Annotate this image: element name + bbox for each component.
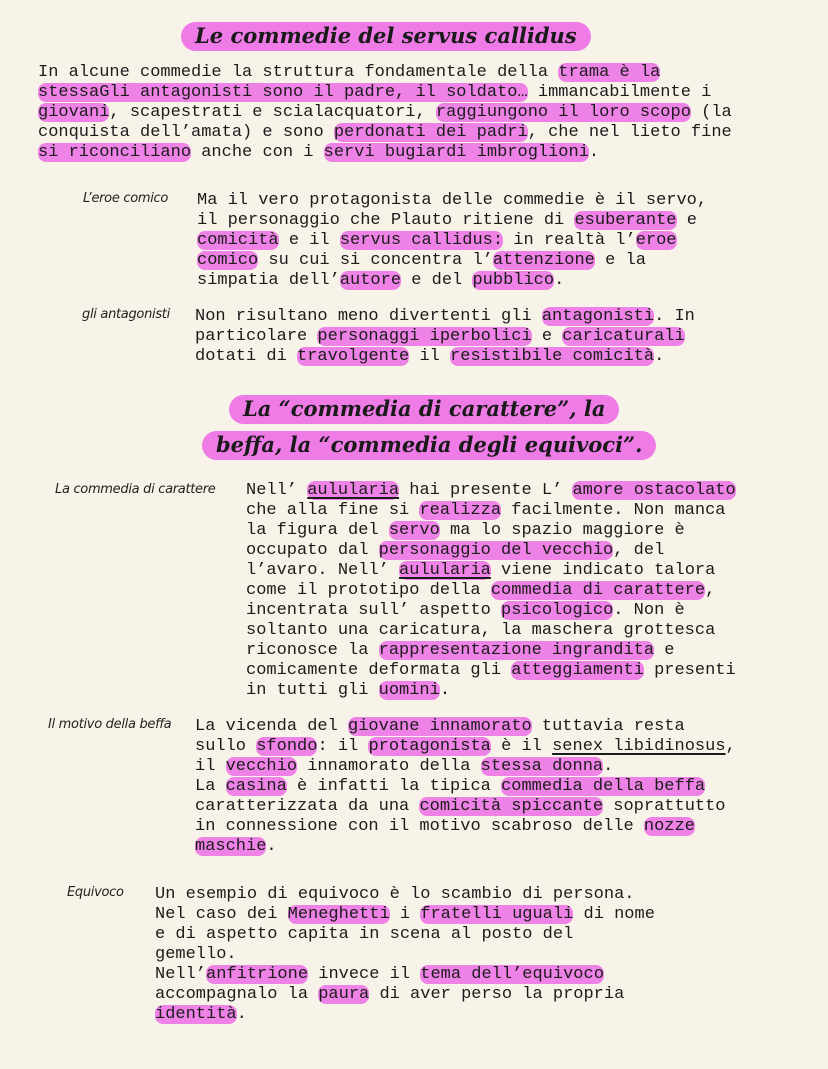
underlined-phrase: senex libidinosus bbox=[552, 737, 726, 756]
highlighted-phrase: si riconciliano bbox=[38, 143, 192, 162]
highlighted-phrase: giovani bbox=[38, 103, 110, 122]
text-run: e bbox=[676, 211, 697, 230]
text-run: gemello. bbox=[155, 945, 237, 964]
antagonisti-paragraph bbox=[195, 307, 695, 367]
text-run: come il prototipo della bbox=[246, 581, 491, 600]
highlighted-phrase: comicità bbox=[197, 231, 279, 250]
text-run: . bbox=[588, 143, 600, 162]
highlighted-phrase: identità bbox=[155, 1005, 237, 1024]
text-run: . bbox=[236, 1005, 247, 1024]
text-run: l’avaro. Nell’ bbox=[246, 561, 400, 580]
text-run: accompagnalo la bbox=[155, 985, 319, 1004]
highlighted-phrase: eroe bbox=[635, 231, 677, 250]
text-run: : il bbox=[317, 737, 369, 756]
highlighted-phrase: atteggiamenti bbox=[511, 661, 644, 680]
text-run: In alcune commedie la struttura fondamentale della bbox=[38, 63, 559, 82]
side-label-antagonisti: gli antagonisti bbox=[82, 307, 170, 322]
text-line bbox=[195, 837, 736, 857]
highlighted-phrase: esuberante bbox=[574, 211, 677, 230]
section-title-line1: La “commedia di carattere”, la bbox=[229, 395, 619, 424]
highlighted-phrase: servi bugiardi imbroglioni bbox=[323, 143, 589, 162]
text-run: , del bbox=[613, 541, 665, 560]
highlighted-phrase: stessa donna bbox=[480, 757, 604, 776]
text-run: su cui si concentra l’ bbox=[258, 251, 493, 270]
text-run: che alla fine si bbox=[246, 501, 420, 520]
text-run: e il bbox=[278, 231, 340, 250]
text-run: e bbox=[531, 327, 563, 346]
highlighted-phrase: nozze bbox=[643, 817, 695, 836]
highlighted-phrase: paura bbox=[318, 985, 370, 1004]
highlighted-phrase: travolgente bbox=[297, 347, 410, 366]
text-run: . bbox=[603, 757, 614, 776]
highlighted-phrase: giovane innamorato bbox=[348, 717, 532, 736]
text-run: , bbox=[705, 581, 716, 600]
text-run: . bbox=[654, 347, 665, 366]
text-line bbox=[197, 251, 707, 271]
text-run: La vicenda del bbox=[195, 717, 349, 736]
highlighted-phrase: rappresentazione ingrandita bbox=[378, 641, 655, 660]
highlighted-phrase: personaggi iperbolici bbox=[317, 327, 532, 346]
text-line bbox=[197, 211, 707, 231]
highlighted-phrase: trama è la bbox=[558, 63, 661, 82]
side-label-motivo-beffa: Il motivo della beffa bbox=[48, 717, 172, 732]
highlighted-phrase: attenzione bbox=[492, 251, 595, 270]
text-line bbox=[246, 681, 736, 701]
text-line bbox=[155, 1005, 655, 1025]
text-run: in realtà l’ bbox=[503, 231, 636, 250]
text-run: di aver perso la propria bbox=[369, 985, 625, 1004]
commedia-carattere-paragraph bbox=[246, 481, 736, 701]
text-run: presenti bbox=[643, 661, 736, 680]
text-line bbox=[246, 621, 736, 641]
text-run: sullo bbox=[195, 737, 257, 756]
text-run: Nell’ bbox=[246, 481, 308, 500]
text-line bbox=[246, 481, 736, 501]
highlighted-phrase: comico bbox=[197, 251, 259, 270]
motivo-beffa-paragraph bbox=[195, 717, 736, 857]
text-line bbox=[197, 191, 707, 211]
text-run: , che nel lieto fine bbox=[527, 123, 732, 142]
text-run: . In bbox=[654, 307, 695, 326]
text-run: ma lo spazio maggiore è bbox=[439, 521, 685, 540]
text-line bbox=[155, 905, 655, 925]
highlighted-phrase: autore bbox=[339, 271, 402, 290]
highlighted-phrase: perdonati dei padri bbox=[333, 123, 528, 142]
text-line bbox=[197, 231, 707, 251]
highlighted-phrase: comicità spiccante bbox=[419, 797, 604, 816]
text-run: facilmente. Non manca bbox=[501, 501, 726, 520]
text-line bbox=[38, 63, 732, 83]
highlighted-phrase: Meneghetti bbox=[287, 905, 390, 924]
text-line bbox=[246, 541, 736, 561]
text-line bbox=[38, 143, 732, 163]
text-run: il personaggio che Plauto ritiene di bbox=[197, 211, 575, 230]
text-line bbox=[246, 521, 736, 541]
text-run: incentrata sull’ aspetto bbox=[246, 601, 502, 620]
text-run: Nell’ bbox=[155, 965, 207, 984]
text-line bbox=[155, 985, 655, 1005]
text-run: riconosce la bbox=[246, 641, 379, 660]
highlighted-phrase: uomini bbox=[378, 681, 440, 700]
text-run: tuttavia resta bbox=[531, 717, 685, 736]
text-line bbox=[195, 717, 736, 737]
side-label-equivoco: Equivoco bbox=[67, 885, 124, 900]
text-run: viene indicato talora bbox=[490, 561, 716, 580]
text-run: il bbox=[195, 757, 226, 776]
highlighted-phrase: maschie bbox=[195, 837, 267, 856]
highlighted-phrase: psicologico bbox=[501, 601, 614, 620]
text-run: . bbox=[439, 681, 451, 700]
highlighted-phrase: fratelli uguali bbox=[420, 905, 574, 924]
text-line bbox=[195, 777, 736, 797]
text-run: soprattutto bbox=[603, 797, 726, 816]
text-line bbox=[195, 817, 736, 837]
text-run: . bbox=[554, 271, 565, 290]
highlighted-phrase: aulularia bbox=[307, 481, 400, 500]
text-line bbox=[195, 797, 736, 817]
text-run: soltanto una caricatura, la maschera grottesca bbox=[246, 621, 716, 640]
text-run: , scapestrati e scialacquatori, bbox=[109, 103, 436, 122]
text-run: innamorato della bbox=[297, 757, 481, 776]
text-run: Nel caso dei bbox=[155, 905, 288, 924]
text-run: e del bbox=[401, 271, 473, 290]
text-line bbox=[195, 347, 695, 367]
highlighted-phrase: aulularia bbox=[399, 561, 491, 580]
side-label-commedia-carattere: La commedia di carattere bbox=[55, 482, 216, 497]
text-line bbox=[155, 925, 655, 945]
highlighted-phrase: resistibile comicità bbox=[450, 347, 655, 366]
intro-paragraph bbox=[38, 63, 732, 163]
text-line bbox=[197, 271, 707, 291]
text-line bbox=[38, 83, 732, 103]
text-line bbox=[246, 601, 736, 621]
text-line bbox=[38, 123, 732, 143]
text-line bbox=[195, 737, 736, 757]
highlighted-phrase: commedia della beffa bbox=[501, 777, 706, 796]
text-line bbox=[246, 561, 736, 581]
eroe-comico-paragraph bbox=[197, 191, 707, 291]
text-run: Non risultano meno divertenti gli bbox=[195, 307, 542, 326]
text-run: comicamente deformata gli bbox=[246, 661, 512, 680]
highlighted-phrase: stessaGli antagonisti sono il padre, il soldato… bbox=[38, 83, 528, 102]
text-run: anche con i bbox=[191, 143, 324, 162]
text-run: . bbox=[266, 837, 277, 856]
text-line bbox=[195, 307, 695, 327]
text-run: i bbox=[389, 905, 421, 924]
text-run: conquista dell’amata) e sono bbox=[38, 123, 334, 142]
text-run: , bbox=[725, 737, 736, 756]
text-run: hai presente L’ bbox=[399, 481, 573, 500]
highlighted-phrase: antagonisti bbox=[541, 307, 655, 326]
highlighted-phrase: realizza bbox=[419, 501, 502, 520]
highlighted-phrase: vecchio bbox=[225, 757, 298, 776]
text-line bbox=[38, 103, 732, 123]
text-line bbox=[155, 885, 655, 905]
text-run: è infatti la tipica bbox=[286, 777, 502, 796]
text-line bbox=[246, 581, 736, 601]
text-run: il bbox=[409, 347, 451, 366]
highlighted-phrase: personaggio del vecchio bbox=[378, 541, 614, 560]
text-run: e la bbox=[594, 251, 646, 270]
highlighted-phrase: anfitrione bbox=[206, 965, 309, 984]
text-run: la figura del bbox=[246, 521, 389, 540]
highlighted-phrase: raggiungono il loro scopo bbox=[435, 103, 691, 122]
highlighted-phrase: caricaturali bbox=[562, 327, 685, 346]
text-run: Ma il vero protagonista delle commedie è il servo, bbox=[197, 191, 708, 210]
highlighted-phrase: sfondo bbox=[256, 737, 318, 756]
text-run: occupato dal bbox=[246, 541, 379, 560]
highlighted-phrase: casina bbox=[225, 777, 287, 796]
text-run: di nome bbox=[573, 905, 655, 924]
text-run: . Non è bbox=[613, 601, 685, 620]
text-line bbox=[195, 327, 695, 347]
section-title-line2: beffa, la “commedia degli equivoci”. bbox=[202, 431, 656, 460]
highlighted-phrase: pubblico bbox=[472, 271, 555, 290]
text-run: (la bbox=[690, 103, 732, 122]
text-run: immancabilmente i bbox=[527, 83, 712, 102]
highlighted-phrase: servo bbox=[388, 521, 440, 540]
text-line bbox=[246, 501, 736, 521]
text-run: La bbox=[195, 777, 226, 796]
text-run: Un esempio di equivoco è lo scambio di persona. bbox=[155, 885, 635, 904]
highlighted-phrase: amore ostacolato bbox=[572, 481, 736, 500]
text-line bbox=[246, 641, 736, 661]
text-line bbox=[195, 757, 736, 777]
highlighted-phrase: tema dell’equivoco bbox=[420, 965, 604, 984]
text-run: in tutti gli bbox=[246, 681, 379, 700]
side-label-eroe-comico: L’eroe comico bbox=[83, 191, 169, 206]
highlighted-phrase: commedia di carattere bbox=[490, 581, 706, 600]
text-run: e di aspetto capita in scena al posto del bbox=[155, 925, 574, 944]
text-run: caratterizzata da una bbox=[195, 797, 420, 816]
equivoco-paragraph bbox=[155, 885, 655, 1025]
text-run: simpatia dell’ bbox=[197, 271, 340, 290]
text-line bbox=[155, 965, 655, 985]
text-line bbox=[246, 661, 736, 681]
text-line bbox=[155, 945, 655, 965]
text-run: in connessione con il motivo scabroso delle bbox=[195, 817, 644, 836]
text-run: e bbox=[654, 641, 675, 660]
text-run: dotati di bbox=[195, 347, 298, 366]
highlighted-phrase: protagonista bbox=[368, 737, 491, 756]
highlighted-phrase: servus callidus: bbox=[339, 231, 504, 250]
text-run: particolare bbox=[195, 327, 318, 346]
main-title: Le commedie del servus callidus bbox=[181, 22, 591, 51]
text-run: è il bbox=[490, 737, 553, 756]
text-run: invece il bbox=[308, 965, 421, 984]
